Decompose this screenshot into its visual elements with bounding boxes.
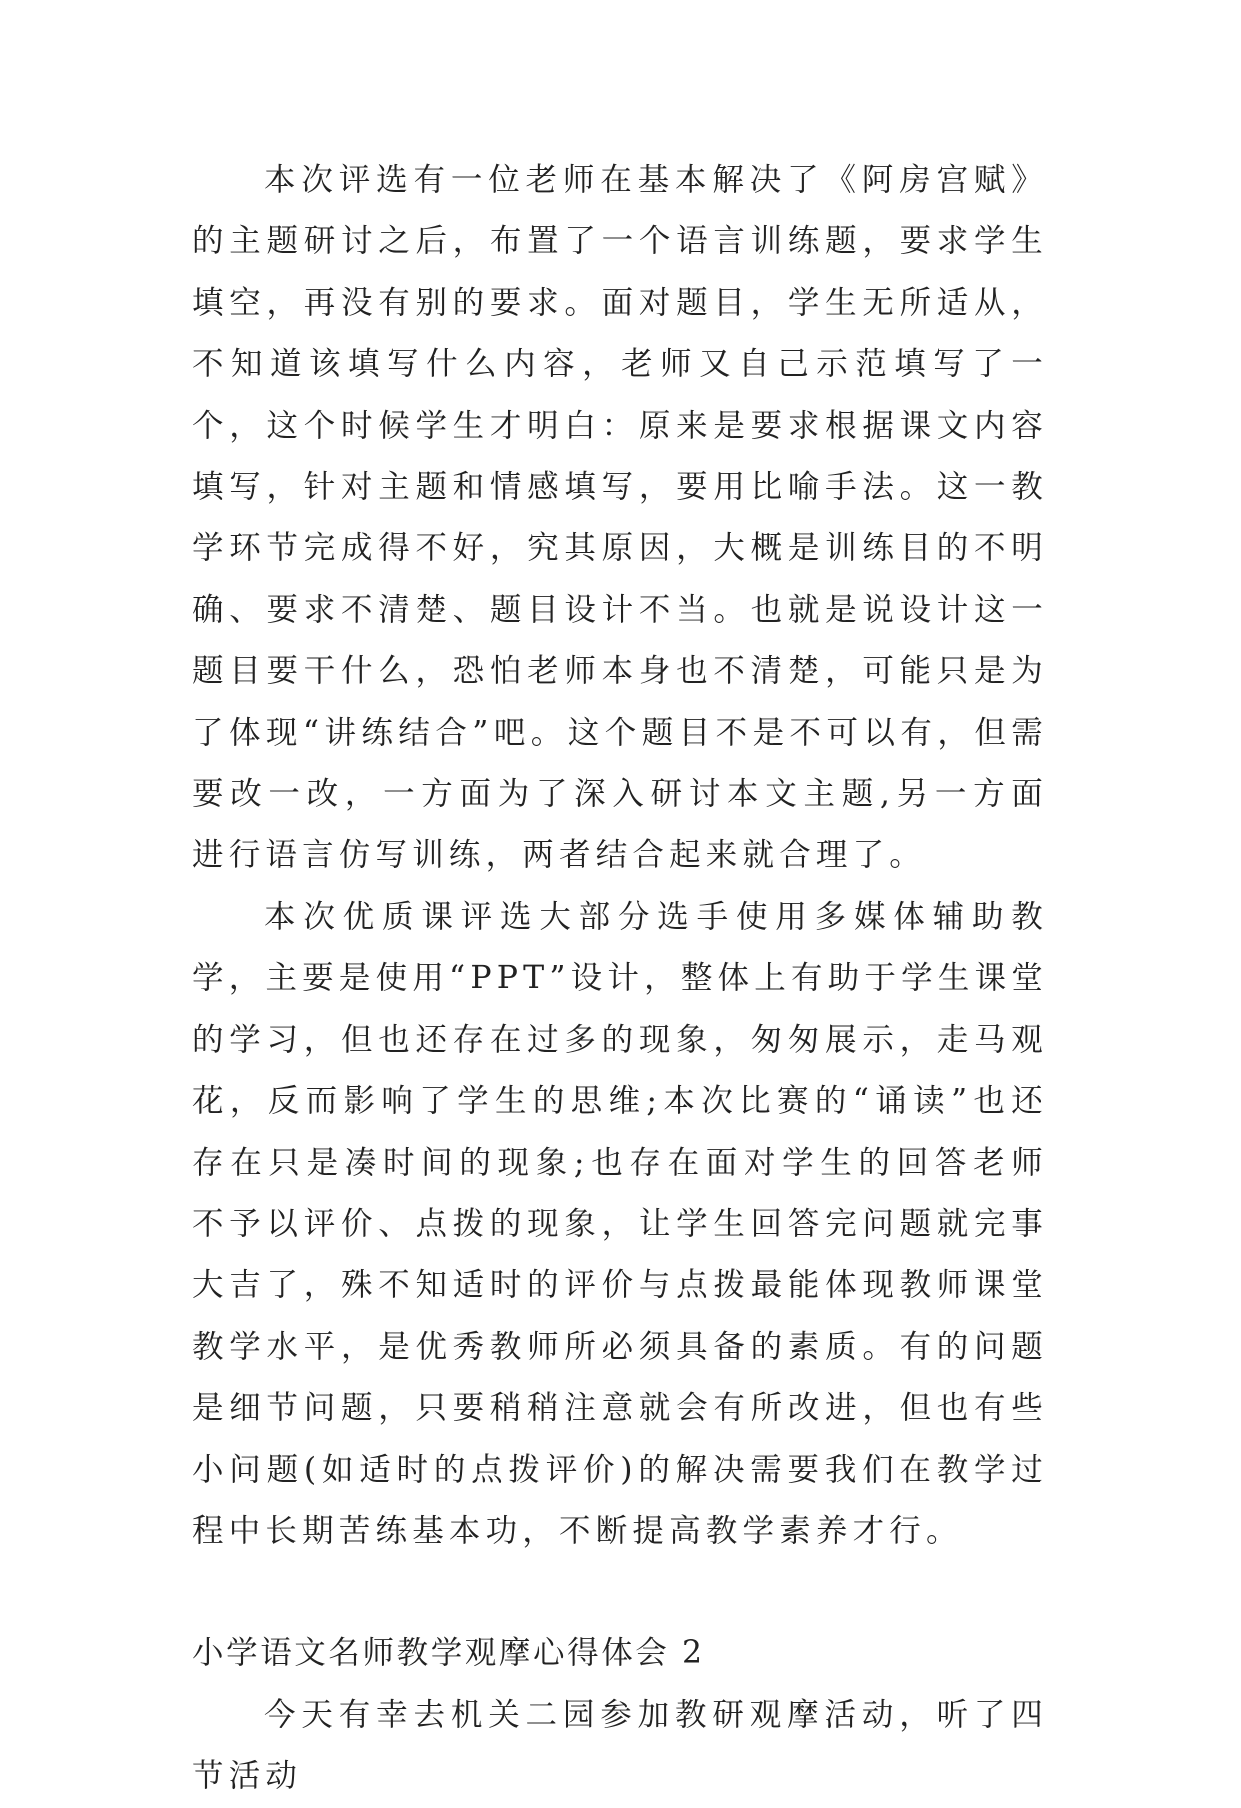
document-page xyxy=(192,150,1048,1808)
section-heading: 小学语文名师教学观摩心得体会 2 xyxy=(192,1635,705,1672)
body-paragraph: 本次优质课评选大部分选手使用多媒体辅助教学，主要是使用“PPT”设计，整体上有助于学生课堂的学习，但也还存在过多的现象，匆匆展示，走马观花，反而影响了学生的思维;本次比赛的“诵读”也还存在只是凑时间的现象;也存在面对学生的回答老师不予以评价、点拨的现象，让学生回答完问题就完事大吉了，殊不知适时的评价与点拨最能体现教师课堂教学水平，是优秀教师所必须具备的素质。有的问题是细节问题，只要稍稍注意就会有所改进，但也有些小问题(如适时的点拨评价)的解决需要我们在教学过程中长期苦练基本功，不断提高教学素养才行。 xyxy=(192,898,1048,1549)
body-paragraph: 本次评选有一位老师在基本解决了《阿房宫赋》的主题研讨之后，布置了一个语言训练题，要求学生填空，再没有别的要求。面对题目，学生无所适从，不知道该填写什么内容，老师又自己示范填写了一个，这个时候学生才明白：原来是要求根据课文内容填写，针对主题和情感填写，要用比喻手法。这一教学环节完成得不好，究其原因，大概是训练目的不明确、要求不清楚、题目设计不当。也就是说设计这一题目要干什么，恐怕老师本身也不清楚，可能只是为了体现“讲练结合”吧。这个题目不是不可以有，但需要改一改，一方面为了深入研讨本文主题,另一方面进行语言仿写训练，两者结合起来就合理了。 xyxy=(192,162,1048,874)
body-paragraph: 今天有幸去机关二园参加教研观摩活动，听了四节活动 xyxy=(192,1696,1048,1795)
